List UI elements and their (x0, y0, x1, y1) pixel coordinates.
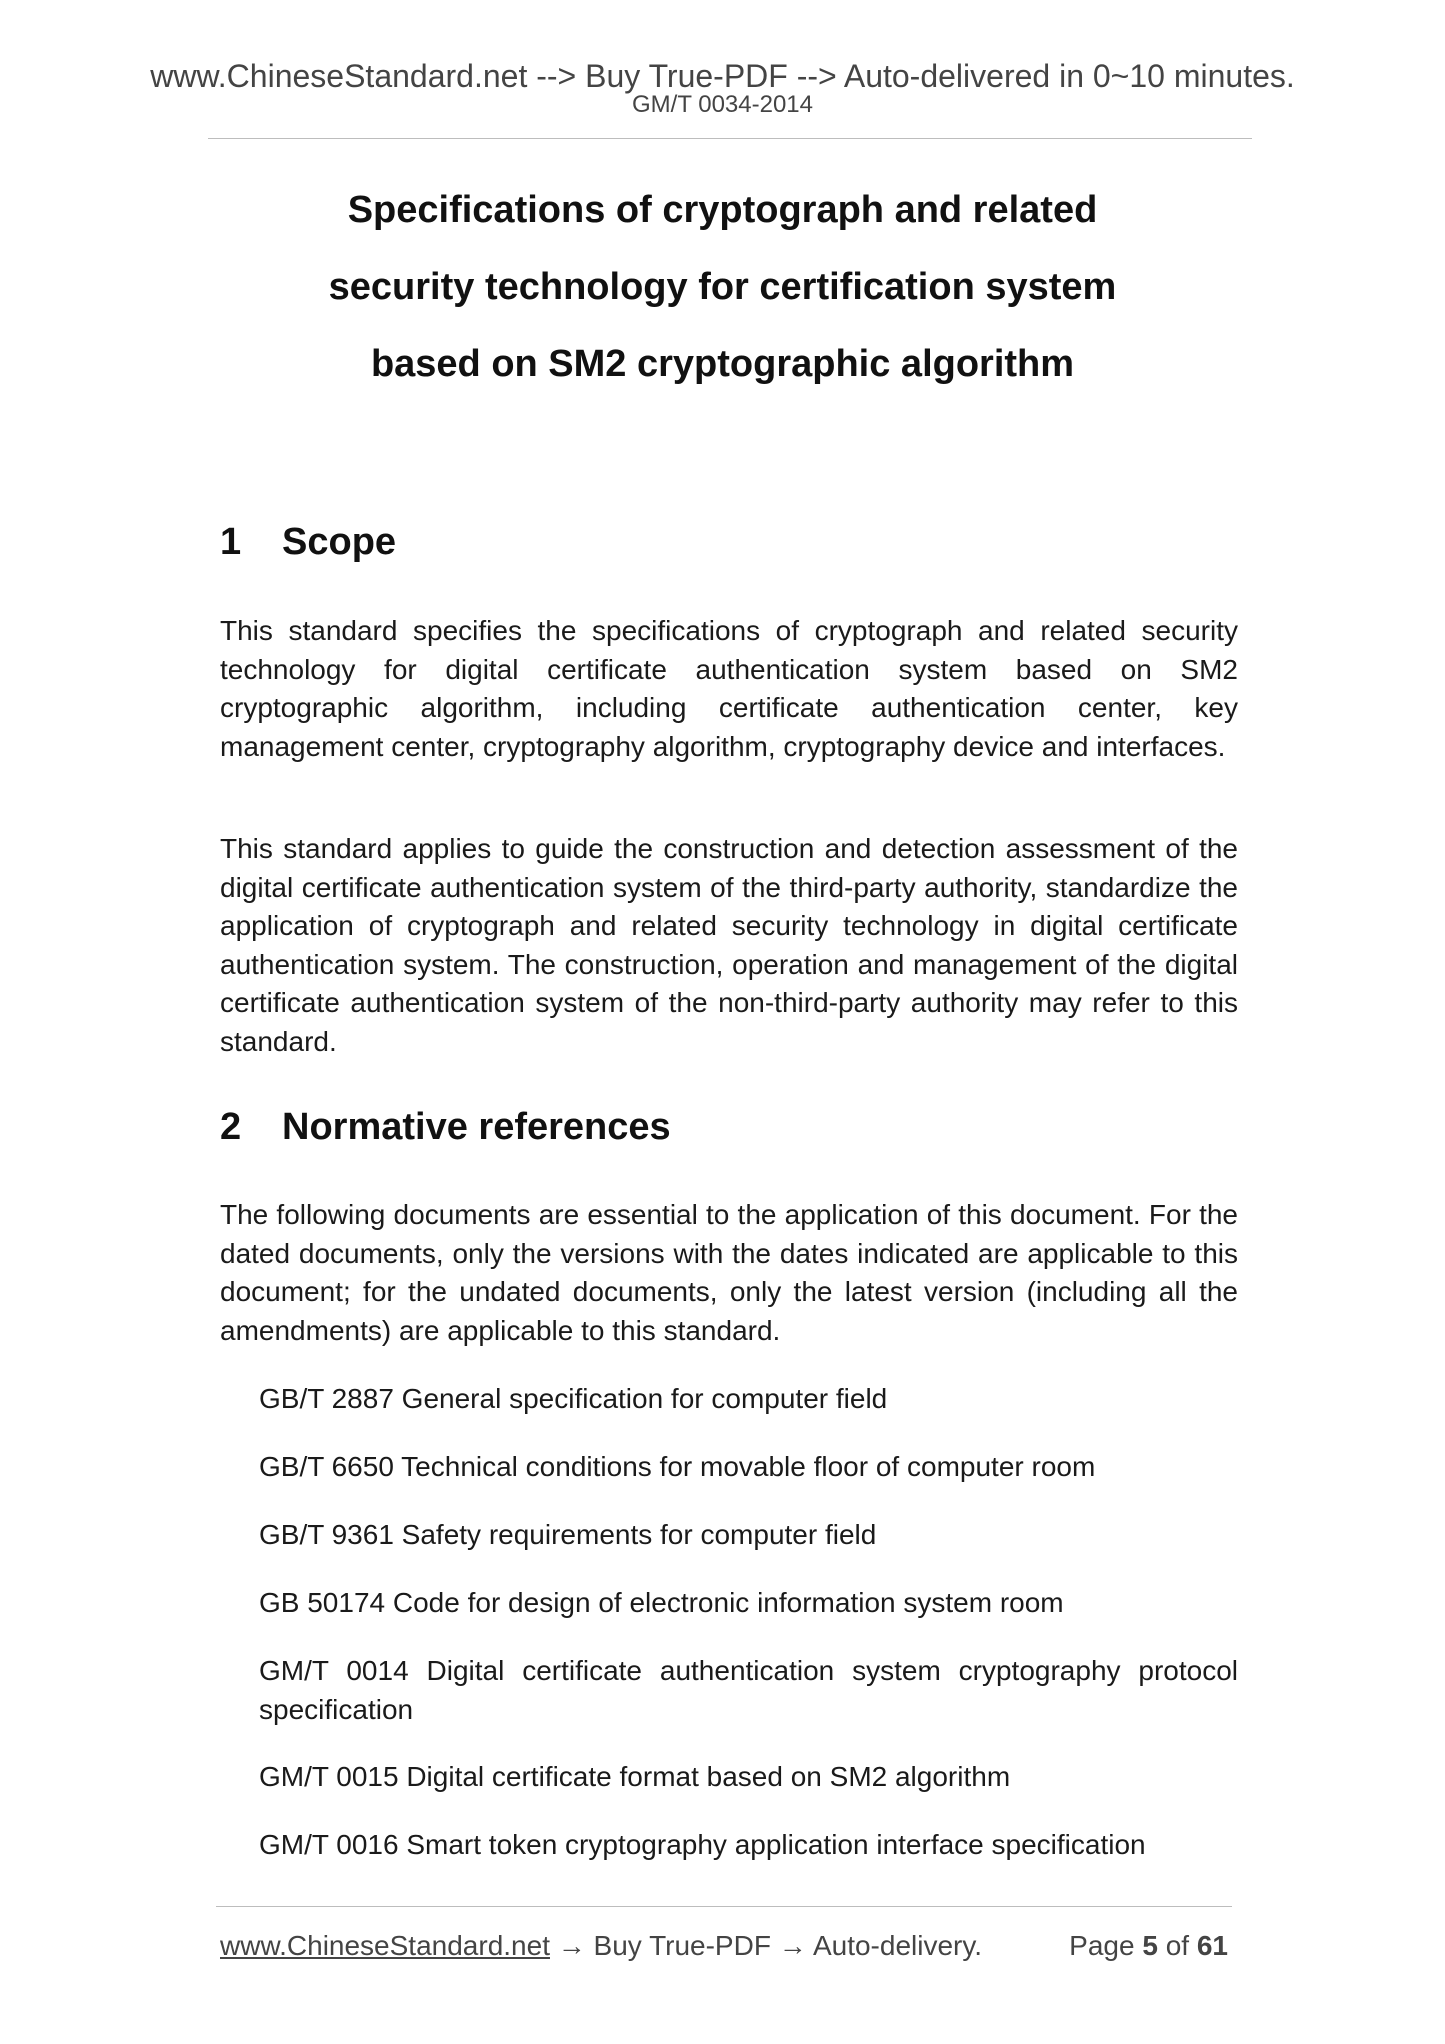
arrow-right-icon: → (557, 1930, 586, 1961)
reference-item: GB/T 2887 General specification for computer field (259, 1383, 888, 1414)
section-title: Scope (282, 521, 397, 563)
section-1-heading-block (220, 520, 1238, 564)
title-line-2: security technology for certification system (328, 266, 1117, 308)
reference-item: GM/T 0014 Digital certificate authentication system cryptography protocol specification (259, 1655, 1238, 1725)
paragraph: The following documents are essential to the application of this document. For the dated documents, only the versions with the dates indicated are applicable to this document; for the undated documents, only the latest version (including all the amendments) are applicable to this standard. (220, 1199, 1238, 1346)
paragraph: This standard applies to guide the construction and detection assessment of the digital certificate authentication system of the third-party authority, standardize the application of cryptograph and related security technology in digital certificate authentication system. The construction, operation and management of the digital certificate authentication system of the non-third-party authority may refer to this standard. (220, 833, 1238, 1057)
section-2-paragraph-1 (220, 1196, 1238, 1350)
footer-promo (220, 1928, 982, 1964)
footer-divider (216, 1906, 1232, 1907)
page-footer (220, 1928, 1228, 1968)
section-heading (220, 520, 1238, 564)
reference-item: GM/T 0015 Digital certificate format based on SM2 algorithm (259, 1761, 1011, 1792)
section-1-paragraph-2 (220, 830, 1238, 1061)
header-divider (208, 138, 1252, 139)
reference-item: GB/T 6650 Technical conditions for movable floor of computer room (259, 1451, 1096, 1482)
reference-item: GB 50174 Code for design of electronic information system room (259, 1587, 1064, 1618)
section-number: 2 (220, 1106, 242, 1148)
section-heading (220, 1105, 1238, 1149)
standard-code: GM/T 0034-2014 (632, 91, 813, 118)
title-line-1: Specifications of cryptograph and related (347, 189, 1098, 231)
page-number: 5 (1142, 1930, 1158, 1961)
section-1-paragraph-1 (220, 612, 1238, 766)
section-number: 1 (220, 521, 242, 563)
reference-item: GB/T 9361 Safety requirements for computer field (259, 1519, 877, 1550)
arrow-right-icon: → (778, 1930, 807, 1961)
document-title (0, 182, 1445, 413)
header-banner: www.ChineseStandard.net --> Buy True-PDF --> Auto-delivered in 0~10 minutes. (150, 58, 1295, 94)
total-pages: 61 (1196, 1930, 1228, 1961)
title-line-3: based on SM2 cryptographic algorithm (370, 343, 1075, 385)
footer-buy-text: Buy True-PDF (593, 1930, 771, 1961)
footer-delivery-text: Auto-delivery. (812, 1930, 983, 1961)
footer-site-link[interactable]: www.ChineseStandard.net (220, 1930, 550, 1961)
section-2-heading-block (220, 1105, 1238, 1149)
reference-item: GM/T 0016 Smart token cryptography application interface specification (259, 1829, 1146, 1860)
of-label: of (1165, 1930, 1190, 1961)
page-indicator (1069, 1928, 1228, 1964)
page-label: Page (1069, 1930, 1135, 1961)
paragraph: This standard specifies the specifications of cryptograph and related security technology for digital certificate authentication system based on SM2 cryptographic algorithm, including certificate authentication center, key management center, cryptography algorithm, cryptography device and interfaces. (220, 615, 1238, 762)
section-title: Normative references (282, 1106, 671, 1148)
